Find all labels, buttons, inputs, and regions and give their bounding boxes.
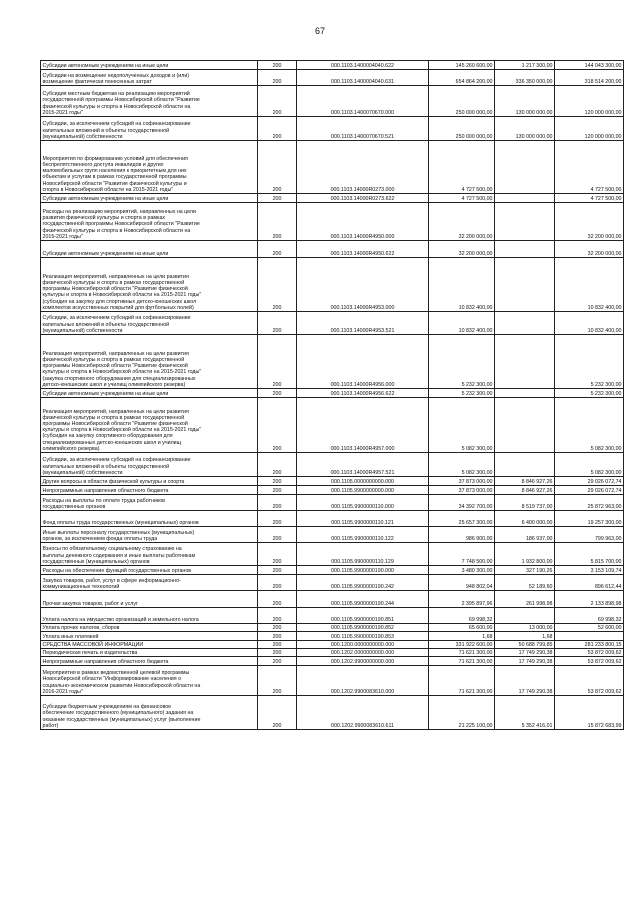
table-row: [41, 495, 624, 511]
row-executed-cell: 13 000,00: [495, 624, 555, 632]
row-assigned-cell: 5 082 300,00: [429, 398, 495, 453]
row-executed-cell: [495, 203, 555, 241]
row-name-cell: Непрограммные направления областного бюджета: [41, 486, 258, 495]
row-executed-cell: 261 998,98: [495, 591, 555, 608]
row-executed-cell: [495, 398, 555, 453]
row-code-cell: 000.1105.9900000190.000: [297, 566, 429, 575]
row-assigned-cell: 37 873 000,00: [429, 486, 495, 495]
row-executed-cell: 1,68: [495, 632, 555, 641]
row-grbs-cell: 200: [258, 649, 297, 657]
row-name-cell: Субсидии, за исключением субсидий на софинансирование капитальных вложений в объекты государственной (муниципальной) собственности: [41, 312, 258, 335]
row-remaining-cell: 52 600,00: [555, 624, 624, 632]
row-executed-cell: 336 350 000,00: [495, 70, 555, 86]
table-row: [41, 696, 624, 730]
row-grbs-cell: 200: [258, 312, 297, 335]
table-row: [41, 486, 624, 495]
table-row: [41, 649, 624, 657]
row-name-cell: Взносы по обязательному социальному страхованию на выплаты денежного содержания и иные выплаты работникам государственных (муниципальных) органов: [41, 543, 258, 566]
row-executed-cell: [495, 258, 555, 312]
row-assigned-cell: 5 082 300,00: [429, 453, 495, 477]
row-grbs-cell: 200: [258, 696, 297, 730]
row-remaining-cell: 799 963,00: [555, 527, 624, 543]
row-assigned-cell: 32 200 000,00: [429, 241, 495, 258]
row-executed-cell: [495, 194, 555, 203]
row-grbs-cell: 200: [258, 117, 297, 141]
row-assigned-cell: 654 864 200,00: [429, 70, 495, 86]
row-assigned-cell: 69 998,32: [429, 608, 495, 624]
row-name-cell: Периодическая печать и издательства: [41, 649, 258, 657]
row-code-cell: 000.1202.9900083610.611: [297, 696, 429, 730]
row-assigned-cell: 4 727 500,00: [429, 194, 495, 203]
row-assigned-cell: 32 200 000,00: [429, 203, 495, 241]
table-row: [41, 591, 624, 608]
row-executed-cell: 8 846 927,26: [495, 477, 555, 486]
row-remaining-cell: 318 514 200,00: [555, 70, 624, 86]
row-remaining-cell: 4 727 500,00: [555, 141, 624, 194]
row-grbs-cell: 200: [258, 486, 297, 495]
row-code-cell: 000.1105.9900000110.122: [297, 527, 429, 543]
row-assigned-cell: 5 232 300,00: [429, 335, 495, 389]
row-executed-cell: 8 519 737,00: [495, 495, 555, 511]
table-row: [41, 70, 624, 86]
row-code-cell: 000.1103.14000R4950.622: [297, 241, 429, 258]
row-code-cell: 000.1202.0000000000.000: [297, 649, 429, 657]
row-assigned-cell: 25 657 300,00: [429, 511, 495, 527]
row-name-cell: Субсидии автономным учреждениям на иные цели: [41, 194, 258, 203]
row-name-cell: Субсидии бюджетным учреждениям на финансовое обеспечение государственного (муниципального) задания на оказание государственных (муниципальных) услуг (выполнение работ): [41, 696, 258, 730]
row-executed-cell: 1 932 800,00: [495, 543, 555, 566]
table-row: [41, 527, 624, 543]
row-code-cell: 000.1103.14000R4956.000: [297, 335, 429, 389]
row-assigned-cell: 3 480 300,00: [429, 566, 495, 575]
row-executed-cell: [495, 453, 555, 477]
row-code-cell: 000.1103.14000R4956.622: [297, 389, 429, 398]
row-grbs-cell: 200: [258, 86, 297, 117]
row-grbs-cell: 200: [258, 641, 297, 649]
row-executed-cell: 5 352 416,01: [495, 696, 555, 730]
table-row: [41, 543, 624, 566]
table-row: [41, 141, 624, 194]
row-name-cell: Расходы на реализацию мероприятий, направленных на цели развития физической культуры и спорта в рамках государственной программы Новосибирской области "Развитие физической культуры и спорта в Новосибирской области на 2015-2021 годы": [41, 203, 258, 241]
row-name-cell: Уплата иных платежей: [41, 632, 258, 641]
row-remaining-cell: 3 153 109,74: [555, 566, 624, 575]
row-remaining-cell: 120 000 000,00: [555, 117, 624, 141]
row-code-cell: 000.1105.9900000110.121: [297, 511, 429, 527]
row-remaining-cell: [555, 632, 624, 641]
table-row: [41, 61, 624, 70]
row-executed-cell: [495, 608, 555, 624]
row-grbs-cell: 200: [258, 389, 297, 398]
row-name-cell: Расходы на обеспечение функций государственных органов: [41, 566, 258, 575]
table-row: [41, 657, 624, 666]
table-row: [41, 258, 624, 312]
row-name-cell: Прочая закупка товаров, работ и услуг: [41, 591, 258, 608]
row-grbs-cell: 200: [258, 61, 297, 70]
row-assigned-cell: 1,68: [429, 632, 495, 641]
table-row: [41, 477, 624, 486]
table-row: [41, 632, 624, 641]
row-code-cell: 000.1103.1400070670.521: [297, 117, 429, 141]
row-grbs-cell: 200: [258, 477, 297, 486]
row-executed-cell: [495, 335, 555, 389]
row-remaining-cell: 896 612,44: [555, 575, 624, 591]
row-name-cell: Субсидии автономным учреждениям на иные цели: [41, 389, 258, 398]
row-remaining-cell: 53 872 009,62: [555, 649, 624, 657]
row-code-cell: 000.1105.9900000000.000: [297, 486, 429, 495]
row-name-cell: СРЕДСТВА МАССОВОЙ ИНФОРМАЦИИ: [41, 641, 258, 649]
row-code-cell: 000.1103.14000R4950.000: [297, 203, 429, 241]
row-executed-cell: [495, 312, 555, 335]
row-code-cell: 000.1103.14000R4953.000: [297, 258, 429, 312]
row-remaining-cell: 120 000 000,00: [555, 86, 624, 117]
row-executed-cell: 130 000 000,00: [495, 86, 555, 117]
row-remaining-cell: 53 872 009,62: [555, 666, 624, 696]
row-code-cell: 000.1103.14000R4953.521: [297, 312, 429, 335]
row-name-cell: Мероприятия по формированию условий для обеспечения беспрепятственного доступа инвалидов и других маломобильных групп населения к приоритетным для них объектам и услугам в рамках государственной программы Новосибирской области "Развитие физической культуры и спорта в Новосибирской области на 2015-2021 годы": [41, 141, 258, 194]
row-name-cell: Мероприятия в рамках ведомственной целевой программы Новосибирской области "Информирование населения о социально-экономическом развитии Новосибирской области на 2016-2021 годы": [41, 666, 258, 696]
row-code-cell: 000.1202.9900000000.000: [297, 657, 429, 666]
row-grbs-cell: 200: [258, 398, 297, 453]
row-code-cell: 000.1103.14000R0273.000: [297, 141, 429, 194]
row-grbs-cell: 200: [258, 511, 297, 527]
table-row: [41, 117, 624, 141]
row-executed-cell: 327 190,26: [495, 566, 555, 575]
row-name-cell: Субсидии, за исключением субсидий на софинансирование капитальных вложений в объекты государственной (муниципальной) собственности: [41, 117, 258, 141]
row-assigned-cell: 65 600,00: [429, 624, 495, 632]
row-grbs-cell: 200: [258, 453, 297, 477]
row-name-cell: Другие вопросы в области физической культуры и спорта: [41, 477, 258, 486]
table-row: [41, 608, 624, 624]
table-row: [41, 241, 624, 258]
row-code-cell: 000.1103.14000R0273.622: [297, 194, 429, 203]
row-remaining-cell: 10 832 400,00: [555, 258, 624, 312]
row-remaining-cell: 32 200 000,00: [555, 241, 624, 258]
row-code-cell: 000.1105.9900000190.852: [297, 624, 429, 632]
row-code-cell: 000.1105.9900000110.129: [297, 543, 429, 566]
row-remaining-cell: 29 026 072,74: [555, 477, 624, 486]
row-remaining-cell: 5 232 300,00: [555, 389, 624, 398]
table-row: [41, 666, 624, 696]
budget-execution-table: [40, 60, 624, 730]
row-executed-cell: [495, 241, 555, 258]
row-assigned-cell: 986 900,00: [429, 527, 495, 543]
row-assigned-cell: 948 802,04: [429, 575, 495, 591]
row-assigned-cell: 71 621 300,00: [429, 666, 495, 696]
row-name-cell: Закупка товаров, работ, услуг в сфере информационно- коммуникационных технологий: [41, 575, 258, 591]
table-row: [41, 575, 624, 591]
row-executed-cell: 17 749 290,38: [495, 666, 555, 696]
row-code-cell: 000.1105.9900000190.853: [297, 632, 429, 641]
row-grbs-cell: 200: [258, 566, 297, 575]
table-row: [41, 312, 624, 335]
row-grbs-cell: 200: [258, 543, 297, 566]
row-code-cell: 000.1103.1400004040.622: [297, 61, 429, 70]
row-name-cell: Реализация мероприятий, направленных на цели развития физической культуры и спорта в рамках государственной программы Новосибирской области "Развитие физической культуры и спорта в Новосибирской области на 2015-2021 годы" (субсидия на закупку для спортивных детско-юношеских школ комплектов искусственных покрытий для футбольных полей): [41, 258, 258, 312]
row-code-cell: 000.1103.14000R4957.521: [297, 453, 429, 477]
row-remaining-cell: 5 082 300,00: [555, 398, 624, 453]
table-row: [41, 398, 624, 453]
table-body: [41, 61, 624, 730]
row-grbs-cell: 200: [258, 527, 297, 543]
row-grbs-cell: 200: [258, 657, 297, 666]
row-assigned-cell: 21 225 100,00: [429, 696, 495, 730]
row-assigned-cell: 5 232 300,00: [429, 389, 495, 398]
row-code-cell: 000.1105.9900000110.000: [297, 495, 429, 511]
row-assigned-cell: 7 748 500,00: [429, 543, 495, 566]
row-remaining-cell: 15 872 683,99: [555, 696, 624, 730]
row-remaining-cell: 69 998,32: [555, 608, 624, 624]
row-remaining-cell: 5 082 300,00: [555, 453, 624, 477]
row-name-cell: Уплата прочих налогов, сборов: [41, 624, 258, 632]
row-code-cell: 000.1200.0000000000.000: [297, 641, 429, 649]
table-row: [41, 194, 624, 203]
row-executed-cell: [495, 389, 555, 398]
row-assigned-cell: 331 922 600,00: [429, 641, 495, 649]
row-assigned-cell: 2 395 897,96: [429, 591, 495, 608]
row-executed-cell: 17 749 290,38: [495, 657, 555, 666]
row-executed-cell: 1 217 300,00: [495, 61, 555, 70]
table-row: [41, 86, 624, 117]
row-assigned-cell: 250 000 000,00: [429, 86, 495, 117]
row-executed-cell: 186 937,00: [495, 527, 555, 543]
row-name-cell: Субсидии, за исключением субсидий на софинансирование капитальных вложений в объекты государственной (муниципальной) собственности: [41, 453, 258, 477]
table-row: [41, 641, 624, 649]
row-code-cell: 000.1105.9900000190.244: [297, 591, 429, 608]
row-assigned-cell: 145 260 600,00: [429, 61, 495, 70]
row-code-cell: 000.1103.1400070670.000: [297, 86, 429, 117]
table-row: [41, 624, 624, 632]
row-name-cell: Субсидии автономным учреждениям на иные цели: [41, 241, 258, 258]
row-executed-cell: 52 189,60: [495, 575, 555, 591]
row-grbs-cell: 200: [258, 70, 297, 86]
table-row: [41, 335, 624, 389]
table-row: [41, 203, 624, 241]
row-assigned-cell: 37 873 000,00: [429, 477, 495, 486]
row-name-cell: Уплата налога на имущество организаций и земельного налога: [41, 608, 258, 624]
row-assigned-cell: 71 621 300,00: [429, 657, 495, 666]
table-row: [41, 453, 624, 477]
row-remaining-cell: 10 832 400,00: [555, 312, 624, 335]
table-row: [41, 511, 624, 527]
row-grbs-cell: 200: [258, 241, 297, 258]
row-grbs-cell: 200: [258, 203, 297, 241]
row-grbs-cell: 200: [258, 608, 297, 624]
row-executed-cell: 50 688 799,85: [495, 641, 555, 649]
row-grbs-cell: 200: [258, 141, 297, 194]
row-assigned-cell: 4 727 500,00: [429, 141, 495, 194]
row-grbs-cell: 200: [258, 575, 297, 591]
row-code-cell: 000.1103.14000R4957.000: [297, 398, 429, 453]
row-remaining-cell: 25 872 963,00: [555, 495, 624, 511]
row-grbs-cell: 200: [258, 624, 297, 632]
row-code-cell: 000.1105.0000000000.000: [297, 477, 429, 486]
row-remaining-cell: 53 872 009,62: [555, 657, 624, 666]
row-remaining-cell: 5 815 700,00: [555, 543, 624, 566]
row-assigned-cell: 71 621 300,00: [429, 649, 495, 657]
row-name-cell: Субсидии автономным учреждениям на иные цели: [41, 61, 258, 70]
row-remaining-cell: 144 043 300,00: [555, 61, 624, 70]
row-grbs-cell: 200: [258, 258, 297, 312]
row-grbs-cell: 200: [258, 666, 297, 696]
table-row: [41, 566, 624, 575]
row-grbs-cell: 200: [258, 335, 297, 389]
row-name-cell: Субсидия местным бюджетам на реализацию мероприятий государственной программы Новосибирской области "Развитие физической культуры и спорта в Новосибирской области на 2015-2021 годы": [41, 86, 258, 117]
row-code-cell: 000.1105.9900000190.242: [297, 575, 429, 591]
row-remaining-cell: 5 232 300,00: [555, 335, 624, 389]
row-assigned-cell: 34 392 700,00: [429, 495, 495, 511]
row-executed-cell: 8 846 927,26: [495, 486, 555, 495]
row-executed-cell: [495, 141, 555, 194]
row-grbs-cell: 200: [258, 194, 297, 203]
row-code-cell: 000.1103.1400004040.631: [297, 70, 429, 86]
row-grbs-cell: 200: [258, 495, 297, 511]
row-grbs-cell: 200: [258, 632, 297, 641]
row-executed-cell: 6 400 000,00: [495, 511, 555, 527]
row-remaining-cell: 4 727 500,00: [555, 194, 624, 203]
row-assigned-cell: 10 832 400,00: [429, 258, 495, 312]
table-row: [41, 389, 624, 398]
row-remaining-cell: 32 200 000,00: [555, 203, 624, 241]
row-name-cell: Иные выплаты персоналу государственных (муниципальных) органов, за исключением фонда оплаты труда: [41, 527, 258, 543]
row-assigned-cell: 10 832 400,00: [429, 312, 495, 335]
row-code-cell: 000.1105.9900000190.851: [297, 608, 429, 624]
row-name-cell: Реализация мероприятий, направленных на цели развития физической культуры и спорта в рамках государственной программы Новосибирской области "Развитие физической культуры и спорта в Новосибирской области на 2015-2021 годы" (субсидия на закупку спортивного оборудования для специализированных детско-юношеских школ и училищ олимпийского резерва): [41, 398, 258, 453]
row-remaining-cell: 281 233 800,15: [555, 641, 624, 649]
row-executed-cell: 130 000 000,00: [495, 117, 555, 141]
row-remaining-cell: 2 133 898,98: [555, 591, 624, 608]
page-number: 67: [314, 26, 325, 36]
row-assigned-cell: 250 000 000,00: [429, 117, 495, 141]
row-name-cell: Непрограммные направления областного бюджета: [41, 657, 258, 666]
row-name-cell: Субсидии на возмещение недополученных доходов и (или) возмещение фактически понесенных затрат: [41, 70, 258, 86]
row-executed-cell: 17 749 290,38: [495, 649, 555, 657]
row-name-cell: Реализация мероприятий, направленных на цели развития физической культуры и спорта в рамках государственной программы Новосибирской области "Развитие физической культуры и спорта в Новосибирской области на 2015-2021 годы" (закупка спортивного оборудования для специализированных детско-юношеских школ и училищ олимпийского резерва): [41, 335, 258, 389]
row-grbs-cell: 200: [258, 591, 297, 608]
row-remaining-cell: 29 026 072,74: [555, 486, 624, 495]
row-name-cell: Расходы на выплаты по оплате труда работников государственных органов: [41, 495, 258, 511]
row-name-cell: Фонд оплаты труда государственных (муниципальных) органов: [41, 511, 258, 527]
row-code-cell: 000.1202.9900083610.000: [297, 666, 429, 696]
row-remaining-cell: 19 257 300,00: [555, 511, 624, 527]
